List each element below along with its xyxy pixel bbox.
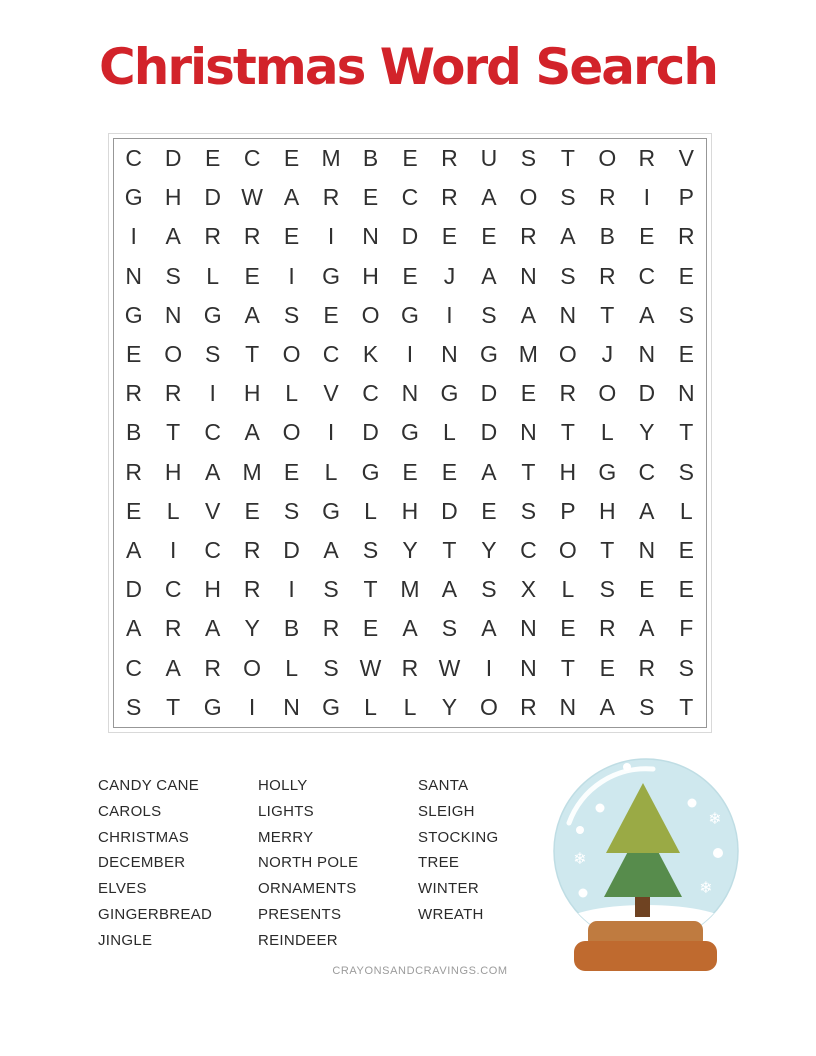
grid-letter: E <box>481 223 497 250</box>
grid-letter: T <box>600 301 615 328</box>
grid-letter: S <box>204 341 221 368</box>
grid-letter: H <box>599 497 616 524</box>
grid-letter: G <box>124 184 143 211</box>
grid-letter: M <box>321 145 341 172</box>
grid-letter: I <box>288 262 295 289</box>
grid-letter: H <box>559 458 577 485</box>
grid-letter: G <box>598 458 617 485</box>
grid-letter: A <box>560 223 576 250</box>
grid-letter: S <box>481 576 497 603</box>
grid-letter: Y <box>639 419 655 446</box>
grid-letter: T <box>442 537 457 564</box>
grid-letter: N <box>401 380 419 407</box>
grid-letter: G <box>401 419 419 446</box>
grid-letter: N <box>520 419 537 446</box>
grid-letter: N <box>559 301 577 328</box>
grid-letter: O <box>282 419 301 446</box>
grid-letter: R <box>204 223 221 250</box>
word-list-column-2 <box>258 773 358 954</box>
snowflake-icon: ❄ <box>699 878 713 897</box>
grid-letter: E <box>283 223 300 250</box>
grid-letter: C <box>243 145 261 172</box>
grid-letter: R <box>243 576 261 603</box>
word-list-column-1 <box>98 773 212 954</box>
grid-letter: C <box>638 458 656 485</box>
grid-letter: T <box>245 341 260 368</box>
grid-letter: D <box>204 184 221 211</box>
grid-letter: R <box>599 262 616 289</box>
grid-letter: O <box>598 145 617 172</box>
grid-letter: R <box>401 654 419 681</box>
grid-letter: S <box>481 301 497 328</box>
grid-letter: P <box>560 497 576 524</box>
grid-letter: G <box>322 693 340 720</box>
word-list-item: MERRY <box>258 828 314 846</box>
grid-letter: E <box>639 576 655 603</box>
grid-letter: L <box>285 654 298 681</box>
grid-letter: C <box>322 341 340 368</box>
grid-letter: O <box>519 184 538 211</box>
grid-letter: S <box>678 301 694 328</box>
grid-letter: S <box>323 654 339 681</box>
grid-letter: A <box>323 537 339 564</box>
grid-letter: N <box>520 654 537 681</box>
grid-letter: C <box>164 576 182 603</box>
grid-letter: E <box>520 380 537 407</box>
grid-letter: G <box>479 341 498 368</box>
grid-letter: R <box>638 654 656 681</box>
word-list-item: TREE <box>418 854 460 872</box>
grid-letter: G <box>322 497 340 524</box>
grid-letter: J <box>601 341 614 368</box>
grid-letter: S <box>126 693 142 720</box>
grid-letter: Y <box>244 615 260 642</box>
word-search-grid-border <box>113 138 707 728</box>
grid-letter: R <box>243 537 261 564</box>
grid-letter: L <box>679 497 693 524</box>
grid-letter: E <box>244 497 260 524</box>
grid-letter: L <box>443 419 456 446</box>
grid-letter: H <box>204 576 221 603</box>
grid-letter: L <box>285 380 298 407</box>
grid-letter: E <box>639 223 655 250</box>
word-list-item: PRESENTS <box>258 905 342 923</box>
grid-letter: G <box>203 301 222 328</box>
grid-letter: A <box>520 301 537 328</box>
grid-letter: R <box>204 654 221 681</box>
word-list-item: HOLLY <box>258 777 308 794</box>
grid-letter: V <box>204 497 221 524</box>
grid-letter: O <box>558 341 577 368</box>
grid-letter: N <box>520 615 537 642</box>
grid-letter: A <box>481 262 497 289</box>
word-list-item: SLEIGH <box>418 802 475 820</box>
grid-letter: O <box>164 341 183 368</box>
grid-letter: S <box>520 497 537 524</box>
word-list-item: CHRISTMAS <box>98 828 190 846</box>
grid-letter: R <box>677 223 695 250</box>
grid-letter: O <box>558 537 577 564</box>
grid-letter: E <box>402 262 418 289</box>
grid-letter: S <box>283 301 300 328</box>
grid-letter: B <box>283 615 300 642</box>
grid-letter: S <box>441 615 458 642</box>
word-list-item: WREATH <box>418 905 484 923</box>
snow-globe-illustration <box>540 745 760 980</box>
grid-letter: N <box>638 537 656 564</box>
grid-letter: L <box>364 497 377 524</box>
grid-letter: A <box>126 615 142 642</box>
grid-letter: A <box>639 301 655 328</box>
base-lower-tier <box>574 941 717 971</box>
grid-letter: O <box>282 341 301 368</box>
grid-letter: H <box>243 380 261 407</box>
grid-letter: R <box>441 145 458 172</box>
grid-letter: O <box>243 654 262 681</box>
grid-letter: I <box>485 654 493 681</box>
grid-letter: A <box>165 223 181 250</box>
grid-letter: A <box>599 693 615 720</box>
grid-letter: D <box>283 537 300 564</box>
grid-letter: S <box>520 145 537 172</box>
grid-letter: C <box>125 654 143 681</box>
grid-letter: C <box>401 184 419 211</box>
grid-letter: E <box>402 458 418 485</box>
grid-letter: N <box>125 262 143 289</box>
grid-letter: C <box>362 380 379 407</box>
grid-letter: S <box>323 576 339 603</box>
word-list-column-3 <box>418 773 498 928</box>
grid-letter: T <box>521 458 536 485</box>
grid-letter: I <box>643 184 650 211</box>
grid-letter: L <box>206 262 220 289</box>
grid-letter: W <box>359 654 382 681</box>
word-list-item: CAROLS <box>98 802 162 820</box>
page-title: Christmas Word Search <box>99 38 717 96</box>
grid-letter: B <box>599 223 615 250</box>
grid-letter: J <box>443 262 456 289</box>
word-list-item: GINGERBREAD <box>98 905 213 923</box>
grid-letter: S <box>560 262 576 289</box>
grid-letter: E <box>678 576 694 603</box>
grid-letter: A <box>402 615 418 642</box>
word-list-item: STOCKING <box>418 828 499 846</box>
grid-letter: I <box>327 223 335 250</box>
grid-letter: C <box>204 419 221 446</box>
grid-letter: R <box>243 223 261 250</box>
grid-letter: T <box>600 537 615 564</box>
grid-letter: E <box>441 223 458 250</box>
grid-letter: W <box>438 654 461 681</box>
grid-letter: L <box>364 693 377 720</box>
grid-letter: E <box>481 497 497 524</box>
grid-letter: R <box>559 380 577 407</box>
grid-letter: C <box>520 537 537 564</box>
grid-letter: R <box>520 693 537 720</box>
word-list-item: JINGLE <box>98 931 153 949</box>
grid-letter: I <box>406 341 414 368</box>
grid-letter: A <box>639 497 655 524</box>
grid-letter: O <box>361 301 380 328</box>
grid-letter: E <box>283 458 300 485</box>
grid-letter: M <box>518 341 538 368</box>
grid-letter: Y <box>481 537 497 564</box>
grid-letter: Y <box>402 537 418 564</box>
grid-letter: S <box>165 262 181 289</box>
grid-letter: R <box>638 145 656 172</box>
grid-letter: S <box>283 497 300 524</box>
grid-letter: N <box>283 693 300 720</box>
grid-letter: O <box>598 380 617 407</box>
grid-letter: I <box>130 223 137 250</box>
grid-letter: T <box>166 693 181 720</box>
grid-letter: O <box>479 693 498 720</box>
grid-letter: N <box>559 693 577 720</box>
grid-letter: T <box>560 654 575 681</box>
grid-letter: G <box>124 301 143 328</box>
grid-letter: R <box>164 380 182 407</box>
grid-letter: N <box>164 301 182 328</box>
grid-letter: X <box>520 576 537 603</box>
grid-letter: V <box>323 380 339 407</box>
grid-letter: R <box>322 615 340 642</box>
grid-letter: I <box>288 576 295 603</box>
grid-letter: A <box>481 615 497 642</box>
grid-letter: H <box>401 497 419 524</box>
grid-letter: E <box>678 537 694 564</box>
grid-letter: D <box>125 576 143 603</box>
word-list-item: WINTER <box>418 880 479 898</box>
grid-letter: A <box>165 654 181 681</box>
grid-letter: R <box>599 615 616 642</box>
grid-letter: D <box>480 419 498 446</box>
grid-letter: E <box>560 615 576 642</box>
word-search-grid <box>114 139 706 727</box>
footer-credit: CRAYONSANDCRAVINGS.COM <box>332 965 508 977</box>
grid-letter: S <box>678 654 694 681</box>
grid-letter: T <box>679 693 694 720</box>
grid-letter: L <box>166 497 180 524</box>
grid-letter: E <box>678 341 694 368</box>
grid-letter: R <box>441 184 458 211</box>
grid-letter: D <box>362 419 379 446</box>
grid-letter: I <box>209 380 216 407</box>
grid-letter: I <box>248 693 256 720</box>
grid-letter: N <box>362 223 379 250</box>
grid-letter: E <box>126 497 142 524</box>
grid-letter: A <box>481 184 497 211</box>
grid-letter: D <box>480 380 498 407</box>
grid-letter: R <box>520 223 537 250</box>
grid-letter: E <box>204 145 221 172</box>
grid-letter: U <box>480 145 498 172</box>
grid-letter: E <box>323 301 339 328</box>
grid-letter: A <box>639 615 655 642</box>
grid-letter: E <box>362 184 379 211</box>
grid-letter: T <box>679 419 694 446</box>
grid-letter: C <box>638 262 656 289</box>
grid-letter: G <box>203 693 222 720</box>
grid-letter: E <box>244 262 260 289</box>
grid-letter: I <box>446 301 453 328</box>
word-list-item: CANDY CANE <box>98 777 200 794</box>
grid-letter: L <box>324 458 338 485</box>
grid-letter: H <box>164 184 182 211</box>
grid-letter: C <box>204 537 221 564</box>
grid-letter: F <box>679 615 694 642</box>
grid-letter: M <box>242 458 262 485</box>
word-list-item: ORNAMENTS <box>258 880 357 898</box>
grid-letter: I <box>169 537 177 564</box>
grid-letter: H <box>164 458 182 485</box>
grid-letter: E <box>599 654 615 681</box>
grid-letter: P <box>678 184 694 211</box>
grid-letter: W <box>241 184 263 211</box>
grid-letter: Y <box>441 693 458 720</box>
grid-letter: N <box>520 262 537 289</box>
grid-letter: G <box>440 380 459 407</box>
grid-letter: L <box>403 693 417 720</box>
grid-letter: B <box>126 419 142 446</box>
grid-letter: L <box>600 419 614 446</box>
snowflake-icon: ❄ <box>573 849 587 868</box>
grid-letter: T <box>560 419 575 446</box>
grid-letter: S <box>362 537 379 564</box>
grid-letter: A <box>204 458 221 485</box>
grid-letter: N <box>441 341 458 368</box>
grid-letter: B <box>362 145 379 172</box>
grid-letter: V <box>678 145 694 172</box>
grid-letter: A <box>204 615 221 642</box>
grid-letter: T <box>166 419 181 446</box>
word-list-item: NORTH POLE <box>258 854 359 872</box>
grid-letter: D <box>638 380 656 407</box>
snowflake-icon: ❄ <box>708 809 722 828</box>
grid-letter: R <box>125 380 143 407</box>
grid-letter: R <box>164 615 182 642</box>
grid-letter: D <box>441 497 458 524</box>
grid-letter: A <box>244 301 260 328</box>
grid-letter: A <box>283 184 300 211</box>
grid-letter: G <box>322 262 340 289</box>
snow-globe-base <box>574 921 717 971</box>
grid-letter: A <box>126 537 142 564</box>
grid-letter: N <box>677 380 695 407</box>
word-list-item: REINDEER <box>258 931 338 949</box>
word-list-item: DECEMBER <box>98 854 186 872</box>
grid-letter: R <box>322 184 340 211</box>
grid-letter: R <box>599 184 616 211</box>
grid-letter: S <box>599 576 615 603</box>
grid-letter: D <box>401 223 419 250</box>
grid-letter: K <box>362 341 379 368</box>
grid-letter: L <box>561 576 575 603</box>
grid-letter: G <box>401 301 419 328</box>
grid-letter: E <box>678 262 694 289</box>
grid-letter: A <box>441 576 458 603</box>
grid-letter: C <box>125 145 143 172</box>
grid-letter: E <box>283 145 300 172</box>
grid-letter: E <box>126 341 142 368</box>
grid-letter: N <box>638 341 656 368</box>
grid-letter: S <box>678 458 694 485</box>
grid-letter: E <box>402 145 418 172</box>
grid-letter: A <box>244 419 260 446</box>
grid-letter: E <box>362 615 379 642</box>
grid-letter: M <box>400 576 420 603</box>
grid-letter: S <box>639 693 655 720</box>
grid-letter: E <box>441 458 458 485</box>
grid-letter: T <box>363 576 378 603</box>
grid-letter: H <box>362 262 379 289</box>
grid-letter: A <box>481 458 497 485</box>
grid-letter: I <box>327 419 335 446</box>
grid-letter: G <box>361 458 380 485</box>
grid-letter: S <box>560 184 576 211</box>
word-list-item: ELVES <box>98 880 147 898</box>
grid-letter: T <box>560 145 575 172</box>
grid-letter: R <box>125 458 143 485</box>
word-list-item: SANTA <box>418 777 469 794</box>
grid-letter: D <box>164 145 182 172</box>
word-list-item: LIGHTS <box>258 802 314 820</box>
